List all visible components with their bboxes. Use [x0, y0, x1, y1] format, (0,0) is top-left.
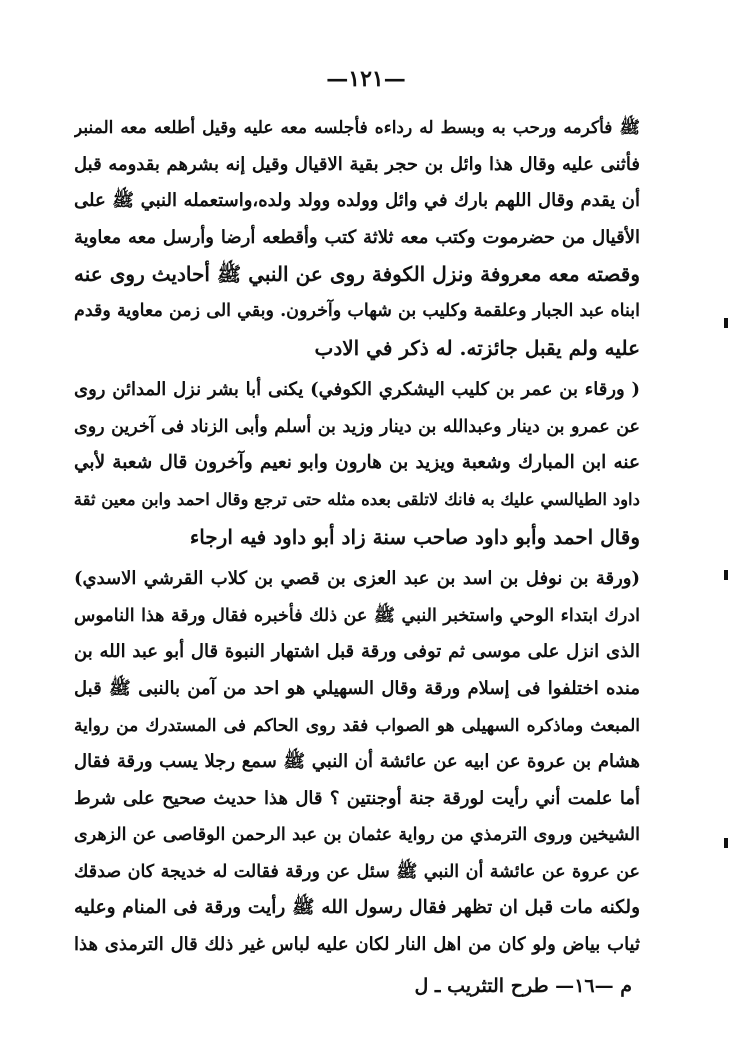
margin-mark: [724, 838, 728, 848]
text-line: فأثنى عليه وقال هذا وائل بن حجر بقية الاقيال وقيل إنه بشرهم بقدومه قبل: [74, 153, 640, 175]
paragraph-wail-ibn-hujr: [74, 110, 640, 366]
text-line: هشام بن عروة عن ابيه عن عائشة أن النبي ﷺ سمع رجلا يسب ورقة فقال: [74, 751, 640, 773]
margin-mark: [724, 318, 728, 328]
text-line: وقصته معه معروفة ونزل الكوفة روى عن النبي ﷺ أحاديث روى عنه: [74, 262, 640, 287]
text-line: داود الطيالسي عليك به فانك لاتلقى بعده مثله حتى ترجع وقال احمد وابن معين ثقة: [74, 489, 640, 509]
text-line: ثياب بياض ولو كان من اهل النار لكان عليه لباس غير ذلك قال الترمذى هذا: [74, 934, 640, 956]
paragraph-warqa-ibn-umar: [74, 372, 640, 555]
text-line: عن عروة عن عائشة أن النبي ﷺ سئل عن ورقة فقالت له خديجة كان صدقك: [74, 861, 640, 882]
text-line: أن يقدم وقال اللهم بارك في وائل وولده وولد ولده،واستعمله النبي ﷺ على: [74, 190, 640, 212]
margin-mark: [724, 570, 728, 580]
page-number: —١٢١—: [326, 66, 406, 92]
text-line: عليه ولم يقبل جائزته. له ذكر في الادب: [314, 335, 640, 360]
text-line: ولكنه مات قبل ان تظهر فقال رسول الله ﷺ رأيت ورقة فى المنام وعليه: [74, 897, 640, 919]
text-line: ( ورقاء بن عمر بن كليب اليشكري الكوفي) يكنى أبا بشر نزل المدائن روى: [74, 379, 640, 401]
paragraph-waraqa-ibn-nawfal: [74, 561, 640, 964]
text-line: ادرك ابتداء الوحي واستخبر النبي ﷺ عن ذلك فأخبره فقال ورقة هذا الناموس: [74, 605, 640, 626]
text-line: المبعث وماذكره السهيلى هو الصواب فقد روى الحاكم فى المستدرك من رواية: [74, 715, 640, 736]
text-line: ابناه عبد الجبار وعلقمة وكليب بن شهاب وآخرون. وبقي الى زمن معاوية وقدم: [74, 300, 640, 321]
body-text: [74, 110, 640, 964]
text-line: الذى انزل على موسى ثم توفى ورقة قبل اشتهار النبوة قال أبو عبد الله بن: [74, 641, 640, 663]
text-line: أما علمت أني رأيت لورقة جنة أوجنتين ؟ قال هذا حديث صحيح على شرط: [74, 787, 640, 809]
text-line: الشيخين وروى الترمذي من رواية عثمان بن عبد الرحمن الوقاصى عن الزهرى: [74, 825, 640, 846]
text-line: ﷺ فأكرمه ورحب به وبسط له رداءه فأجلسه معه عليه وقيل أطلعه معه المنبر: [74, 118, 640, 138]
text-line: عن عمرو بن دينار وعبدالله بن دينار وزيد بن أسلم وأبى الزناد فى آخرين روى: [74, 416, 640, 437]
text-line: وقال احمد وأبو داود صاحب سنة زاد أبو داود فيه ارجاء: [189, 524, 640, 549]
text-line: عنه ابن المبارك وشعبة ويزيد بن هارون وابو نعيم وآخرون قال شعبة لأبي: [74, 452, 640, 474]
page-footer: م —١٦— طرح التثريب ـ ل: [414, 975, 632, 997]
text-line: (ورقة بن نوفل بن اسد بن عبد العزى بن قصي بن كلاب القرشي الاسدي): [74, 568, 640, 590]
text-line: منده اختلفوا فى إسلام ورقة وقال السهيلي هو احد من آمن بالنبى ﷺ قبل: [74, 677, 640, 699]
text-line: الأقيال من حضرموت وكتب معه ثلاثة كتب وأقطعه أرضا وأرسل معه معاوية: [74, 226, 640, 248]
